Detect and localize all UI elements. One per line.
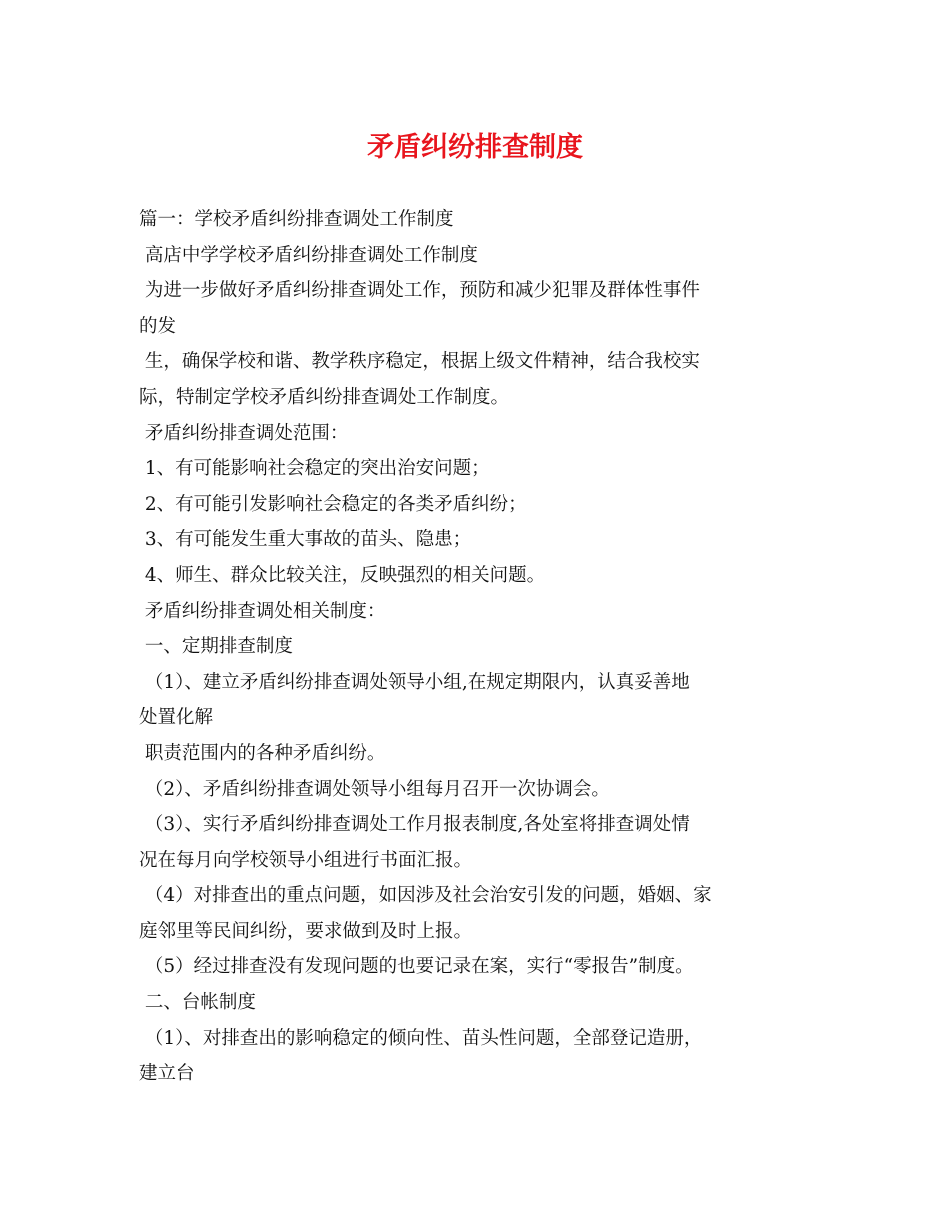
text-line: （3）、实行矛盾纠纷排查调处工作月报表制度,各处室将排查调处情 <box>139 814 690 836</box>
text-line: 2、有可能引发影响社会稳定的各类矛盾纠纷； <box>139 493 527 515</box>
text-line: 建立台 <box>139 1063 195 1085</box>
text-line: （1）、对排查出的影响稳定的倾向性、苗头性问题，全部登记造册， <box>139 1027 703 1049</box>
text-line: （2）、矛盾纠纷排查调处领导小组每月召开一次协调会。 <box>139 778 610 800</box>
text-line: （5）经过排查没有发现问题的也要记录在案，实行“零报告”制度。 <box>139 956 694 978</box>
document-title: 矛盾纠纷排查制度 <box>367 132 583 163</box>
text-line: （1）、建立矛盾纠纷排查调处领导小组,在规定期限内，认真妥善地 <box>139 671 690 693</box>
text-line: （4）对排查出的重点问题，如因涉及社会治安引发的问题，婚姻、家 <box>139 885 712 907</box>
text-line: 高店中学学校矛盾纠纷排查调处工作制度 <box>139 244 478 266</box>
text-line: 处置化解 <box>139 707 214 729</box>
text-line: 矛盾纠纷排查调处相关制度： <box>139 600 386 622</box>
text-line: 篇一：学校矛盾纠纷排查调处工作制度 <box>139 209 454 230</box>
text-line: 3、有可能发生重大事故的苗头、隐患； <box>139 529 472 551</box>
text-line: 职责范围内的各种矛盾纠纷。 <box>139 742 386 764</box>
text-line: 矛盾纠纷排查调处范围： <box>139 422 349 444</box>
text-line: 的发 <box>139 315 177 337</box>
text-line: 况在每月向学校领导小组进行书面汇报。 <box>139 849 473 871</box>
text-line: 二、台帐制度 <box>139 992 256 1014</box>
text-line: 4、师生、群众比较关注，反映强烈的相关问题。 <box>139 564 546 586</box>
text-line: 一、定期排查制度 <box>139 636 293 658</box>
text-line: 为进一步做好矛盾纠纷排查调处工作，预防和减少犯罪及群体性事件 <box>139 280 700 302</box>
text-line: 生，确保学校和谐、教学秩序稳定，根据上级文件精神，结合我校实 <box>139 351 700 373</box>
text-line: 际，特制定学校矛盾纠纷排查调处工作制度。 <box>139 386 510 408</box>
text-line: 庭邻里等民间纠纷，要求做到及时上报。 <box>139 920 473 942</box>
document-body <box>139 202 819 1092</box>
text-line: 1、有可能影响社会稳定的突出治安问题； <box>139 458 490 480</box>
